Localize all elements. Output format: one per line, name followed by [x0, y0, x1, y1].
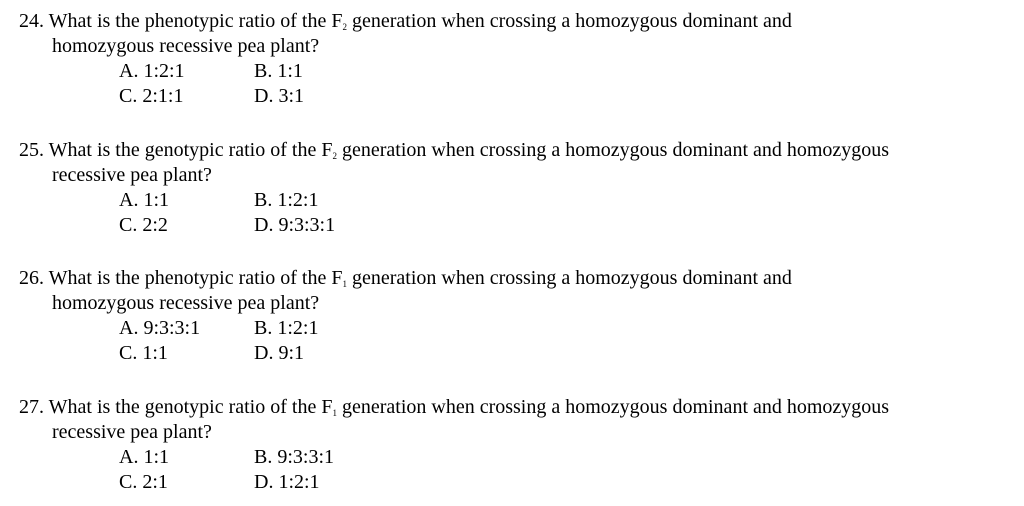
question-24: [19, 9, 1009, 109]
option-a: A. 1:1: [119, 189, 169, 211]
options-row: [19, 316, 1009, 341]
option-d: D. 3:1: [254, 85, 304, 107]
option-a: A. 1:1: [119, 446, 169, 468]
option-a: A. 1:2:1: [119, 60, 185, 82]
question-text-continued: recessive pea plant?: [52, 164, 212, 186]
question-text-part: generation when crossing a homozygous dominant and: [346, 267, 792, 289]
question-text-part: generation when crossing a homozygous dominant and homozygous: [336, 396, 890, 418]
option-b: B. 9:3:3:1: [254, 446, 335, 468]
question-25: [19, 138, 1009, 238]
option-b: B. 1:1: [254, 60, 303, 82]
subscript: 2: [342, 22, 347, 32]
option-b: B. 1:2:1: [254, 189, 319, 211]
question-text-part: What is the genotypic ratio of the F: [48, 396, 333, 418]
question-text-part: What is the phenotypic ratio of the F: [48, 10, 343, 32]
subscript: 1: [332, 408, 337, 418]
question-text-part: What is the phenotypic ratio of the F: [48, 267, 343, 289]
option-d: D. 9:3:3:1: [254, 214, 336, 236]
question-text-part: generation when crossing a homozygous dominant and: [346, 10, 792, 32]
option-c: C. 1:1: [119, 342, 168, 364]
option-c: C. 2:1:1: [119, 85, 184, 107]
question-number: 25.: [19, 139, 44, 161]
subscript: 1: [342, 279, 347, 289]
options-row: [19, 59, 1009, 84]
options-row: [19, 445, 1009, 470]
options-row: [19, 188, 1009, 213]
question-number: 26.: [19, 267, 44, 289]
question-text: [19, 9, 1009, 34]
options-row: [19, 84, 1009, 109]
option-c: C. 2:2: [119, 214, 168, 236]
question-26: [19, 266, 1009, 366]
question-text-part: What is the genotypic ratio of the F: [48, 139, 333, 161]
question-number: 24.: [19, 10, 44, 32]
options-row: [19, 213, 1009, 238]
question-text-part: generation when crossing a homozygous dominant and homozygous: [336, 139, 890, 161]
question-text: [19, 138, 1009, 163]
question-text-continued: homozygous recessive pea plant?: [52, 292, 320, 314]
question-27: [19, 395, 1009, 495]
question-text: [19, 395, 1009, 420]
options-row: [19, 470, 1009, 495]
option-b: B. 1:2:1: [254, 317, 319, 339]
options-row: [19, 341, 1009, 366]
question-text-continued: homozygous recessive pea plant?: [52, 35, 320, 57]
question-text: [19, 266, 1009, 291]
option-a: A. 9:3:3:1: [119, 317, 201, 339]
question-number: 27.: [19, 396, 44, 418]
subscript: 2: [332, 151, 337, 161]
question-text-continued: recessive pea plant?: [52, 421, 212, 443]
option-d: D. 9:1: [254, 342, 304, 364]
option-d: D. 1:2:1: [254, 471, 320, 493]
option-c: C. 2:1: [119, 471, 168, 493]
